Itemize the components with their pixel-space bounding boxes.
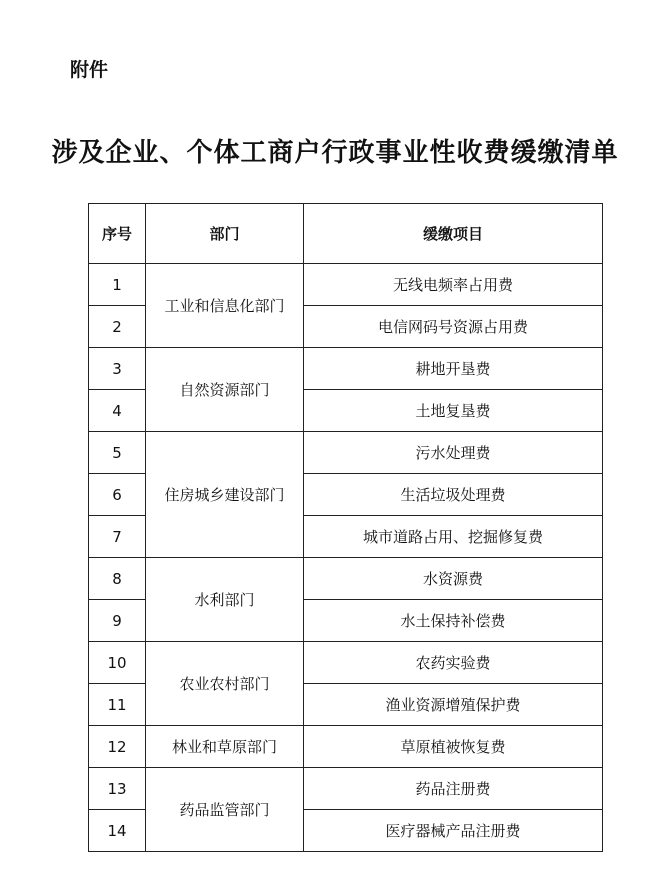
department-cell: 水利部门 [146,558,304,642]
fee-item: 城市道路占用、挖掘修复费 [304,516,603,558]
table-body [89,264,603,852]
row-number: 10 [89,642,146,684]
header-department: 部门 [146,204,304,264]
header-deferred-item: 缓缴项目 [304,204,603,264]
fee-item: 土地复垦费 [304,390,603,432]
row-number: 8 [89,558,146,600]
row-number: 5 [89,432,146,474]
row-number: 4 [89,390,146,432]
fee-item: 草原植被恢复费 [304,726,603,768]
table-row [89,558,603,600]
table-header [89,204,603,264]
row-number: 6 [89,474,146,516]
fee-item: 电信网码号资源占用费 [304,306,603,348]
fee-item: 无线电频率占用费 [304,264,603,306]
header-row [89,204,603,264]
row-number: 14 [89,810,146,852]
row-number: 1 [89,264,146,306]
department-cell: 林业和草原部门 [146,726,304,768]
fee-item: 生活垃圾处理费 [304,474,603,516]
fee-deferral-table [88,203,603,852]
table-row [89,768,603,810]
department-cell: 农业农村部门 [146,642,304,726]
table-row [89,264,603,306]
fee-item: 水土保持补偿费 [304,600,603,642]
row-number: 13 [89,768,146,810]
row-number: 9 [89,600,146,642]
document-title: 涉及企业、个体工商户行政事业性收费缓缴清单 [51,138,619,168]
fee-item: 污水处理费 [304,432,603,474]
fee-item: 农药实验费 [304,642,603,684]
table-row [89,348,603,390]
table-row [89,726,603,768]
department-cell: 自然资源部门 [146,348,304,432]
row-number: 11 [89,684,146,726]
fee-item: 药品注册费 [304,768,603,810]
row-number: 12 [89,726,146,768]
fee-item: 渔业资源增殖保护费 [304,684,603,726]
header-serial-number: 序号 [89,204,146,264]
department-cell: 药品监管部门 [146,768,304,852]
fee-item: 水资源费 [304,558,603,600]
fee-item: 医疗器械产品注册费 [304,810,603,852]
table-row [89,432,603,474]
row-number: 3 [89,348,146,390]
department-cell: 工业和信息化部门 [146,264,304,348]
row-number: 7 [89,516,146,558]
department-cell: 住房城乡建设部门 [146,432,304,558]
row-number: 2 [89,306,146,348]
table-row [89,642,603,684]
attachment-label: 附件 [70,59,109,81]
fee-item: 耕地开垦费 [304,348,603,390]
